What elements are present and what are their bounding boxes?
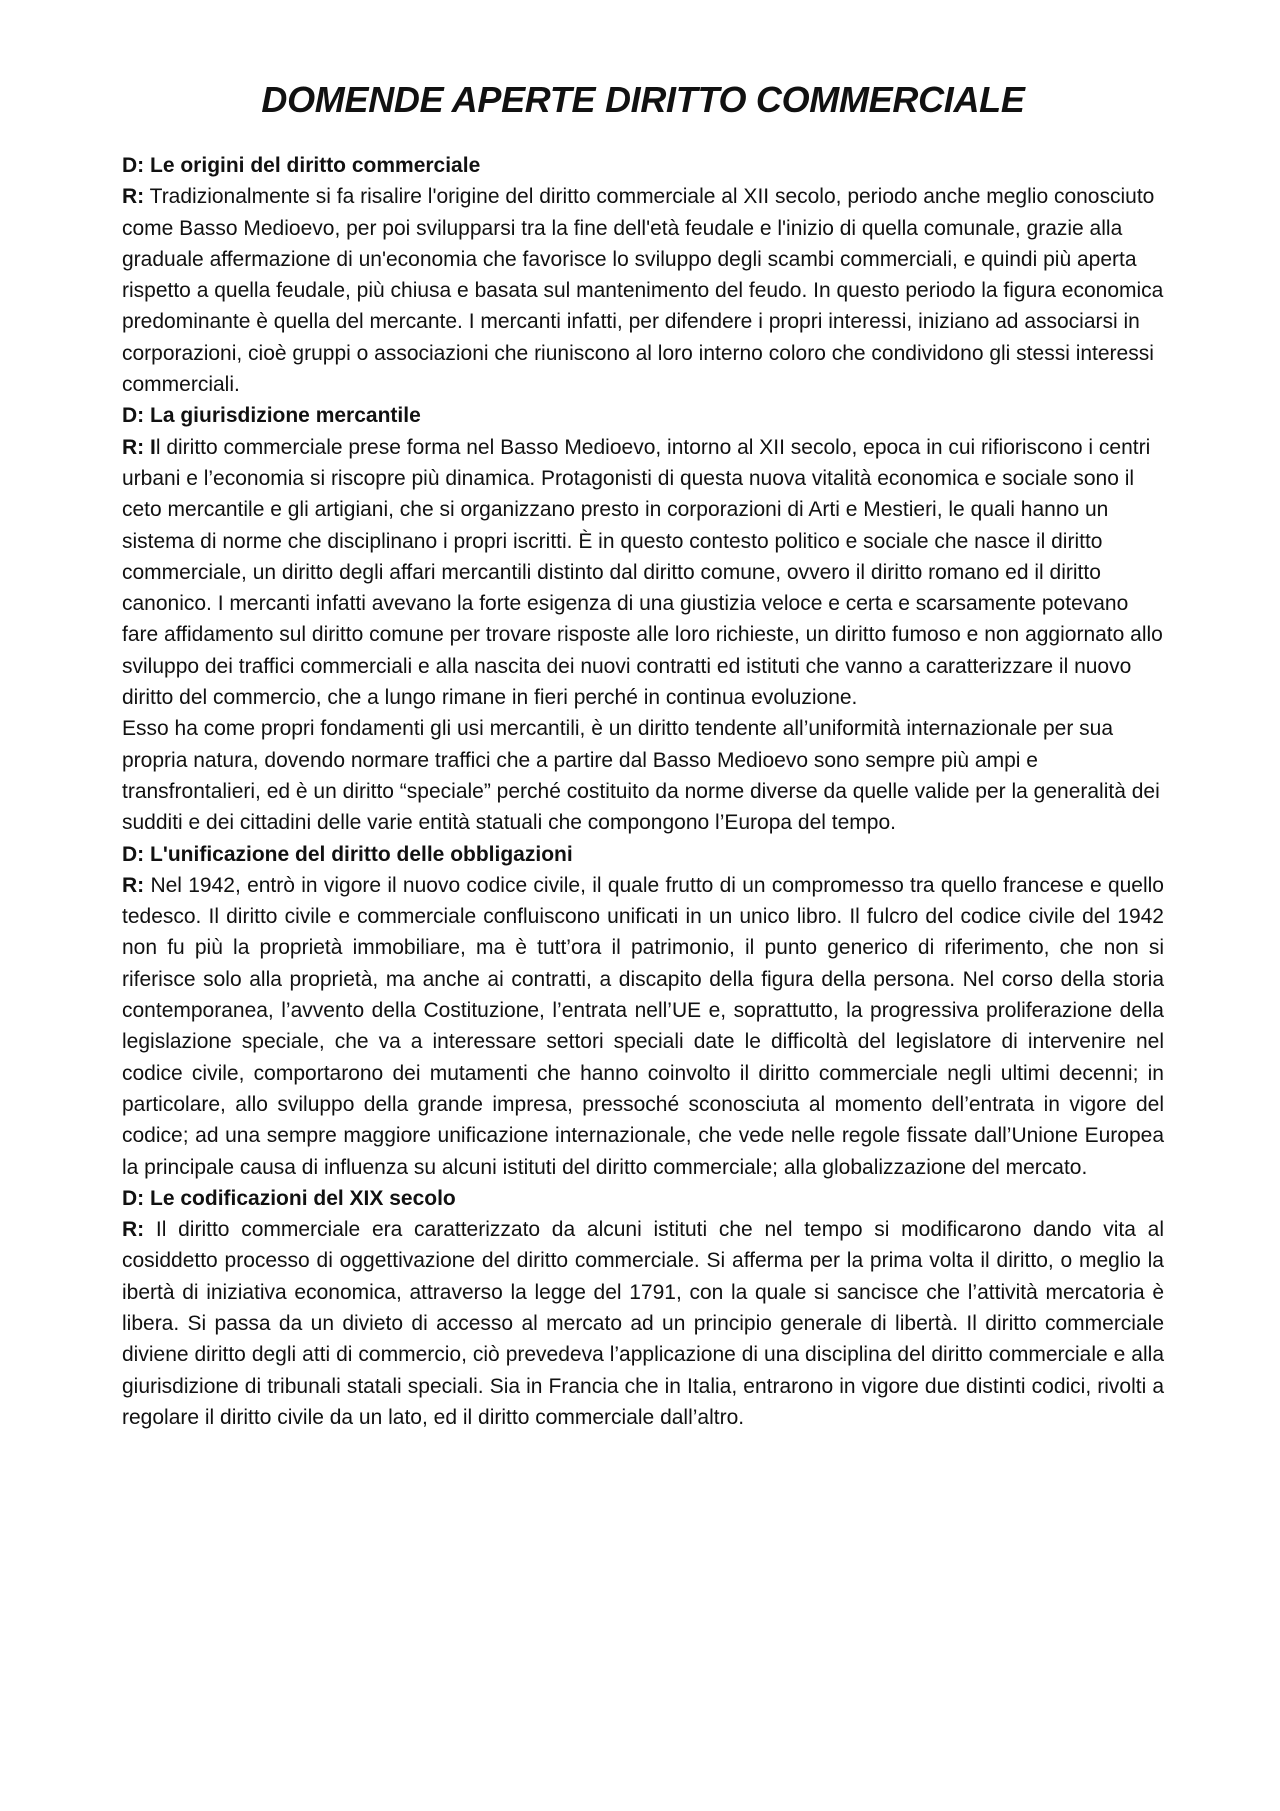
answer-prefix: R: I xyxy=(122,435,156,459)
answer-text: l diritto commerciale prese forma nel Basso Medioevo, intorno al XII secolo, epoca in cui rifioriscono i centri urbani e l’economia si riscopre più dinamica. Protagonisti di questa nuova vitalità economica e sociale sono il ceto mercantile e gli artigiani, che si organizzano presto in corporazioni di Arti e Mestieri, le quali hanno un sistema di norme che disciplinano i propri iscritti. È in questo contesto politico e sociale che nasce il diritto commerciale, un diritto degli affari mercantili distinto dal diritto comune, ovvero il diritto romano ed il diritto canonico. I mercanti infatti avevano la forte esigenza di una giustizia veloce e certa e scarsamente potevano fare affidamento sul diritto comune per trovare risposte alle loro richieste, un diritto fumoso e non aggiornato allo sviluppo dei traffici commerciali e alla nascita dei nuovi contratti ed istituti che vanno a caratterizzare il nuovo diritto del commercio, che a lungo rimane in fieri perché in continua evoluzione. xyxy=(122,435,1163,710)
answer-paragraph xyxy=(122,713,1164,838)
answer-prefix: R: xyxy=(122,185,145,209)
answer-paragraph xyxy=(122,432,1164,714)
question-prefix: D: xyxy=(122,1186,145,1210)
answer-text: Esso ha come propri fondamenti gli usi mercantili, è un diritto tendente all’uniformità internazionale per sua propria natura, dovendo normare traffici che a partire dal Basso Medioevo sono sempre più ampi e transfrontalieri, ed è un diritto “speciale” perché costituito da norme diverse da quelle valide per la generalità dei sudditi e dei cittadini delle varie entità statuali che compongono l’Europa del tempo. xyxy=(122,717,1160,835)
answer-paragraph xyxy=(122,1214,1164,1433)
question-text: Le codificazioni del XIX secolo xyxy=(150,1186,456,1210)
question-prefix: D: xyxy=(122,842,145,866)
answer-paragraph xyxy=(122,181,1164,400)
question-heading xyxy=(122,839,1164,870)
answer-prefix: R: xyxy=(122,1218,145,1242)
question-prefix: D: xyxy=(122,154,145,177)
qa-section xyxy=(122,1183,1164,1433)
question-text: Le origini del diritto commerciale xyxy=(150,154,481,177)
question-text: La giurisdizione mercantile xyxy=(150,404,421,428)
question-text: L'unificazione del diritto delle obbligazioni xyxy=(150,842,573,866)
answer-paragraph xyxy=(122,870,1164,1183)
document-title: DOMENDE APERTE DIRITTO COMMERCIALE xyxy=(261,79,1025,120)
question-heading xyxy=(122,150,1164,181)
qa-section xyxy=(122,839,1164,1183)
qa-section xyxy=(122,150,1164,400)
question-prefix: D: xyxy=(122,404,145,428)
question-heading xyxy=(122,1183,1164,1214)
answer-text: Tradizionalmente si fa risalire l'origine del diritto commerciale al XII secolo, periodo anche meglio conosciuto come Basso Medioevo, per poi svilupparsi tra la fine dell'età feudale e l'inizio di quella comunale, grazie alla graduale affermazione di un'economia che favorisce lo sviluppo degli scambi commerciali, e quindi più aperta rispetto a quella feudale, più chiusa e basata sul mantenimento del feudo. In questo periodo la figura economica predominante è quella del mercante. I mercanti infatti, per difendere i propri interessi, iniziano ad associarsi in corporazioni, cioè gruppi o associazioni che riuniscono al loro interno coloro che condividono gli stessi interessi commerciali. xyxy=(122,185,1164,397)
answer-text: Il diritto commerciale era caratterizzato da alcuni istituti che nel tempo si modificarono dando vita al cosiddetto processo di oggettivazione del diritto commerciale. Si afferma per la prima volta il diritto, o meglio la ibertà di iniziativa economica, attraverso la legge del 1791, con la quale si sancisce che l’attività mercatoria è libera. Si passa da un divieto di accesso al mercato ad un principio generale di libertà. Il diritto commerciale diviene diritto degli atti di commercio, ciò prevedeva l’applicazione di una disciplina del diritto commerciale e alla giurisdizione di tribunali statali speciali. Sia in Francia che in Italia, entrarono in vigore due distinti codici, rivolti a regolare il diritto civile da un lato, ed il diritto commerciale dall’altro. xyxy=(122,1218,1165,1429)
question-heading xyxy=(122,400,1164,431)
answer-text: Nel 1942, entrò in vigore il nuovo codice civile, il quale frutto di un compromesso tra quello francese e quello tedesco. Il diritto civile e commerciale confluiscono unificati in un unico libro. Il fulcro del codice civile del 1942 non fu più la proprietà immobiliare, ma è tutt’ora il patrimonio, il punto generico di riferimento, che non si riferisce solo alla proprietà, ma anche ai contratti, a discapito della figura della persona. Nel corso della storia contemporanea, l’avvento della Costituzione, l’entrata nell’UE e, soprattutto, la progressiva proliferazione della legislazione speciale, che va a interessare settori speciali date le difficoltà del legislatore di intervenire nel codice civile, comportarono dei mutamenti che hanno coinvolto il diritto commerciale negli ultimi decenni; in particolare, allo sviluppo della grande impresa, pressoché sconosciuta al momento dell’entrata in vigore del codice; ad una sempre maggiore unificazione internazionale, che vede nelle regole fissate dall’Unione Europea la principale causa di influenza su alcuni istituti del diritto commerciale; alla globalizzazione del mercato. xyxy=(122,873,1164,1179)
qa-section xyxy=(122,400,1164,838)
answer-prefix: R: xyxy=(122,873,145,897)
